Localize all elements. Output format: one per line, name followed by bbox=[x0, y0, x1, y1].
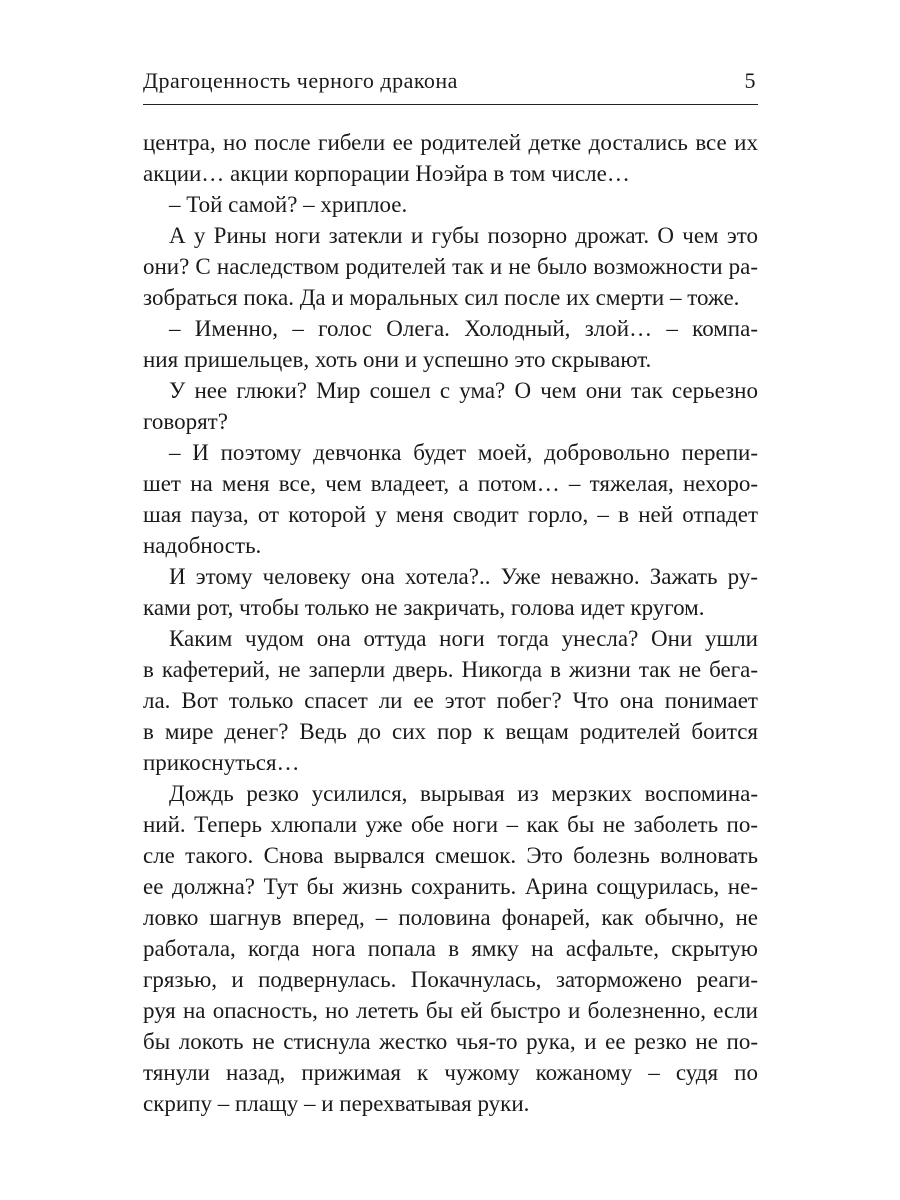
text-line: сле такого. Снова вырвался смешок. Это болезнь волновать bbox=[143, 843, 758, 868]
text-line: А у Рины ноги затекли и губы позорно дрожат. О чем это bbox=[169, 223, 758, 248]
text-line: в кафетерий, не заперли дверь. Никогда в жизни так не бега- bbox=[143, 657, 758, 682]
text-line: руя на опасность, но лететь бы ей быстро и болезненно, если bbox=[143, 998, 758, 1023]
text-line: – И поэтому девчонка будет моей, добровольно перепи- bbox=[169, 440, 758, 465]
text-line: прикоснуться… bbox=[143, 750, 300, 775]
text-line: – Той самой? – хриплое. bbox=[169, 192, 408, 217]
running-head bbox=[143, 68, 758, 98]
text-line: говорят? bbox=[143, 409, 228, 434]
header-rule bbox=[143, 104, 758, 105]
text-line: в мире денег? Ведь до сих пор к вещам родителей боится bbox=[143, 719, 758, 744]
text-line: ния пришельцев, хоть они и успешно это скрывают. bbox=[143, 347, 652, 372]
book-title: Драгоценность черного дракона bbox=[143, 68, 458, 93]
text-line: – Именно, – голос Олега. Холодный, злой… – компа- bbox=[169, 316, 758, 341]
text-line: Дождь резко усилился, вырывая из мерзких воспомина- bbox=[169, 781, 758, 806]
text-line: У нее глюки? Мир сошел с ума? О чем они так серьезно bbox=[169, 378, 758, 403]
text-line: центра, но после гибели ее родителей детке достались все их bbox=[143, 130, 758, 155]
text-line: зобраться пока. Да и моральных сил после их смерти – тоже. bbox=[143, 285, 740, 310]
text-line: ками рот, чтобы только не закричать, голова идет кругом. bbox=[143, 595, 705, 620]
text-line: акции… акции корпорации Ноэйра в том числе… bbox=[143, 161, 630, 186]
text-line: ла. Вот только спасет ли ее этот побег? Что она понимает bbox=[143, 688, 758, 713]
text-line: ловко шагнув вперед, – половина фонарей, как обычно, не bbox=[143, 905, 758, 930]
text-line: они? С наследством родителей так и не было возможности ра- bbox=[143, 254, 758, 279]
text-line: шет на меня все, чем владеет, а потом… – тяжелая, нехоро- bbox=[143, 471, 758, 496]
page-number: 5 bbox=[744, 68, 756, 93]
text-line: ее должна? Тут бы жизнь сохранить. Арина сощурилась, не- bbox=[143, 874, 758, 899]
text-line: Каким чудом она оттуда ноги тогда унесла? Они ушли bbox=[169, 626, 758, 651]
text-line: бы локоть не стиснула жестко чья-то рука, и ее резко не по- bbox=[143, 1029, 758, 1054]
text-line: надобность. bbox=[143, 533, 262, 558]
text-line: И этому человеку она хотела?.. Уже неважно. Зажать ру- bbox=[169, 564, 758, 589]
text-line: тянули назад, прижимая к чужому кожаному – судя по bbox=[143, 1060, 758, 1085]
text-line: ний. Теперь хлюпали уже обе ноги – как бы не заболеть по- bbox=[143, 812, 758, 837]
body-text bbox=[143, 127, 758, 1119]
text-line: скрипу – плащу – и перехватывая руки. bbox=[143, 1091, 530, 1116]
text-line: работала, когда нога попала в ямку на асфальте, скрытую bbox=[143, 936, 758, 961]
text-line: грязью, и подвернулась. Покачнулась, заторможено реаги- bbox=[143, 967, 758, 992]
text-line: шая пауза, от которой у меня сводит горло, – в ней отпадет bbox=[143, 502, 758, 527]
